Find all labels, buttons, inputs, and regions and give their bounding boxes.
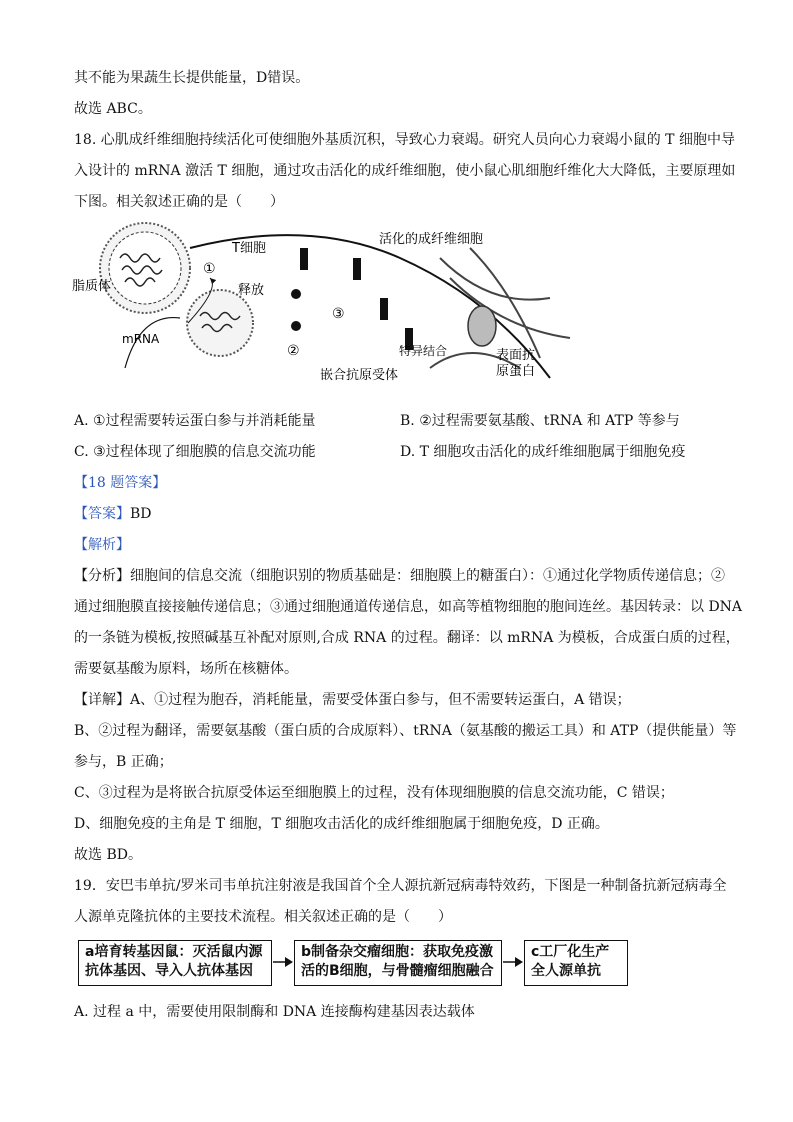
answer-heading: 【18 题答案】: [74, 475, 167, 491]
release-label: 释放: [238, 283, 265, 298]
surface-antigen-label-1: 表面抗: [496, 348, 536, 363]
text-line: 其不能为果蔬生长提供能量，D错误。: [74, 70, 310, 86]
detail-line: [74, 690, 719, 710]
analysis-label: 【分析】: [74, 568, 130, 584]
detail-text: D、细胞免疫的主角是 T 细胞，T 细胞攻击活化的成纤维细胞属于细胞免疫，D 正确。: [74, 816, 609, 832]
option-b: B. ②过程需要氨基酸、tRNA 和 ATP 等参与: [400, 413, 680, 429]
car-label: 嵌合抗原受体: [320, 368, 399, 383]
surface-antigen-label-2: 原蛋白: [496, 364, 536, 379]
option-a: A. ①过程需要转运蛋白参与并消耗能量: [74, 413, 316, 429]
tcell-label: T细胞: [232, 241, 266, 256]
question-19-stem: 19．安巴韦单抗/罗米司韦单抗注射液是我国首个全人源抗新冠病毒特效药，下图是一种制备抗新冠病毒全: [74, 878, 727, 894]
option-a: A. 过程 a 中，需要使用限制酶和 DNA 连接酶构建基因表达载体: [74, 1004, 475, 1020]
detail-text: B、②过程为翻译，需要氨基酸（蛋白质的合成原料）、tRNA（氨基酸的搬运工具）和 ATP（提供能量）等: [74, 723, 737, 739]
step-1-label: ①: [203, 261, 216, 277]
step-3-label: ③: [332, 306, 345, 322]
option-d: D. T 细胞攻击活化的成纤维细胞属于细胞免疫: [400, 444, 686, 460]
analysis-line: [74, 566, 725, 586]
question-18-stem: 18. 心肌成纤维细胞持续活化可使细胞外基质沉积，导致心力衰竭。研究人员向心力衰竭小鼠的 T 细胞中导: [74, 132, 735, 148]
arrow-icon: [502, 952, 524, 972]
released-vesicle-icon: [187, 290, 253, 356]
analysis-text: 细胞间的信息交流（细胞识别的物质基础是：细胞膜上的糖蛋白）：①通过化学物质传递信息；②: [130, 568, 725, 584]
analysis-heading: 【解析】: [74, 537, 130, 553]
arrow-icon: [272, 952, 294, 972]
analysis-text: 通过细胞膜直接接触传递信息；③通过细胞通道传递信息，如高等植物细胞的胞间连丝。基因转录：以 DNA: [74, 599, 743, 615]
liposome-icon: [100, 223, 190, 313]
question-18-stem: 下图。相关叙述正确的是（ ）: [74, 194, 284, 210]
answer-value: BD: [130, 506, 152, 522]
option-c: C. ③过程体现了细胞膜的信息交流功能: [74, 444, 316, 460]
flow-step-b: b制备杂交瘤细胞：获取免疫激 活的B细胞，与骨髓瘤细胞融合: [294, 940, 502, 986]
step-2-label: ②: [287, 343, 300, 359]
detail-text: 参与，B 正确；: [74, 754, 173, 770]
specific-binding-label: 特异结合: [399, 344, 448, 358]
receptor-icon: [291, 248, 413, 350]
question-18-stem: 入设计的 mRNA 激活 T 细胞，通过攻击活化的成纤维细胞，使小鼠心肌细胞纤维化大大降低，主要原理如: [74, 163, 736, 179]
detail-text: C、③过程为是将嵌合抗原受体运至细胞膜上的过程，没有体现细胞膜的信息交流功能，C 错误；: [74, 785, 674, 801]
mrna-label: mRNA: [122, 332, 160, 346]
q18-diagram: [70, 218, 590, 398]
conclusion: 故选 BD。: [74, 847, 142, 863]
liposome-label: 脂质体: [72, 279, 112, 294]
analysis-text: 的一条链为模板,按照碱基互补配对原则,合成 RNA 的过程。翻译：以 mRNA 为模板，合成蛋白质的过程，: [74, 630, 740, 646]
detail-text: A、①过程为胞吞，消耗能量，需要受体蛋白参与，但不需要转运蛋白，A 错误；: [130, 692, 631, 708]
text-line: 故选 ABC。: [74, 101, 152, 117]
activated-fibroblast-label: 活化的成纤维细胞: [379, 232, 484, 247]
flow-step-a: a培育转基因鼠：灭活鼠内源 抗体基因、导入人抗体基因: [78, 940, 272, 986]
answer-label: 【答案】: [74, 506, 130, 522]
question-19-stem: 人源单克隆抗体的主要技术流程。相关叙述正确的是（ ）: [74, 909, 452, 925]
answer-line: [74, 504, 719, 524]
flow-step-c: c工厂化生产 全人源单抗: [524, 940, 628, 986]
analysis-text: 需要氨基酸为原料，场所在核糖体。: [74, 661, 298, 677]
detail-label: 【详解】: [74, 692, 130, 708]
